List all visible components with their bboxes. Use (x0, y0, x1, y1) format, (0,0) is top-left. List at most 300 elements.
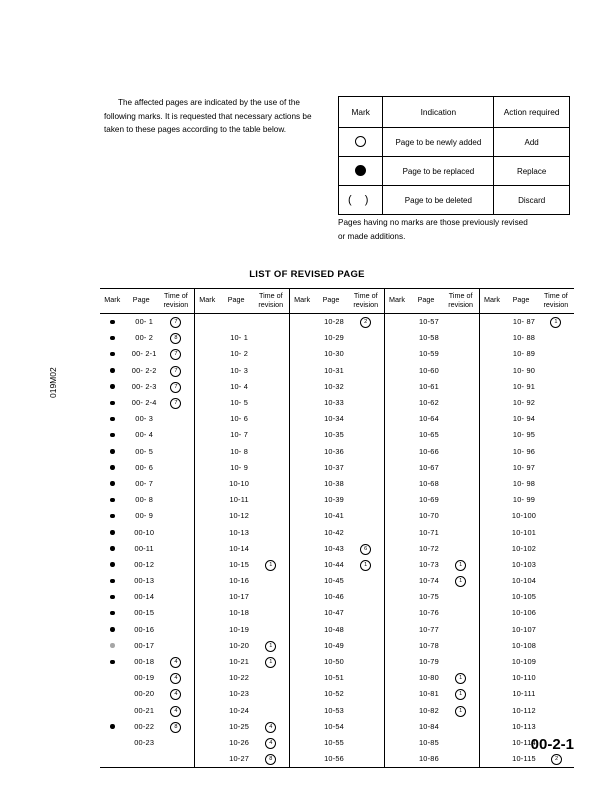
cell-mark (384, 444, 409, 460)
cell-revision (443, 703, 480, 719)
cell-mark (479, 541, 504, 557)
table-row (100, 670, 574, 686)
cell-mark (384, 314, 409, 331)
revision-badge: 4 (265, 722, 276, 733)
table-row (100, 346, 574, 362)
mark-legend-table (338, 96, 570, 215)
cell-page: 10- 87 (512, 317, 536, 327)
cell-mark (100, 735, 125, 751)
filled-circle-icon (110, 433, 115, 438)
col-header-rev-4: Time of revision (448, 291, 474, 309)
cell-revision (443, 508, 480, 524)
cell-revision (443, 492, 480, 508)
cell-revision (348, 719, 385, 735)
cell-revision (443, 605, 480, 621)
cell-revision (348, 703, 385, 719)
cell-revision (253, 346, 290, 362)
cell-mark (384, 605, 409, 621)
cell-page: 10-81 (419, 689, 439, 699)
cell-mark (100, 363, 125, 379)
cell-page: 10-13 (229, 527, 250, 537)
cell-mark (194, 638, 219, 654)
cell-page: 10-62 (419, 398, 439, 408)
cell-page: 10- 96 (512, 446, 536, 456)
col-header-mark-3: Mark (289, 289, 314, 314)
cell-mark (194, 508, 219, 524)
cell-mark (289, 719, 314, 735)
cell-mark (194, 476, 219, 492)
cell-page: 10-30 (324, 349, 344, 359)
revision-badge: 1 (265, 657, 276, 668)
cell-page: 00-13 (134, 576, 155, 586)
intro-paragraph (104, 96, 319, 137)
cell-page: 00- 1 (135, 317, 154, 327)
cell-page: 10-71 (419, 527, 439, 537)
cell-page: 00-15 (134, 608, 155, 618)
cell-page: 00-19 (134, 673, 155, 683)
cell-page: 00-17 (134, 640, 155, 650)
filled-circle-icon (110, 498, 115, 503)
filled-circle-icon (110, 643, 115, 648)
cell-revision (158, 346, 195, 362)
cell-revision (253, 476, 290, 492)
cell-mark (289, 703, 314, 719)
cell-page: 00-22 (134, 721, 155, 731)
cell-revision (538, 427, 574, 443)
cell-revision (348, 492, 385, 508)
revision-badge: 1 (550, 317, 561, 328)
cell-mark (100, 346, 125, 362)
cell-mark (100, 508, 125, 524)
cell-revision (443, 524, 480, 540)
cell-page: 10-10 (229, 478, 250, 488)
cell-revision (348, 508, 385, 524)
cell-page: 10-21 (229, 657, 250, 667)
legend-mark-cell (339, 186, 383, 215)
cell-revision (538, 541, 574, 557)
cell-page: 10-102 (511, 543, 537, 553)
cell-page: 00-23 (134, 737, 155, 747)
cell-page: 10- 90 (512, 365, 536, 375)
cell-revision (443, 686, 480, 702)
cell-page: 00- 2-3 (131, 381, 157, 391)
cell-revision (443, 395, 480, 411)
cell-mark (194, 427, 219, 443)
cell-revision (158, 492, 195, 508)
cell-revision (538, 395, 574, 411)
revision-badge: 2 (360, 317, 371, 328)
cell-revision (443, 411, 480, 427)
cell-mark (479, 314, 504, 331)
cell-page: 10-32 (324, 381, 344, 391)
cell-mark (194, 589, 219, 605)
cell-mark (194, 751, 219, 767)
cell-mark (479, 703, 504, 719)
cell-page: 10- 6 (230, 414, 249, 424)
cell-mark (479, 573, 504, 589)
cell-mark (100, 330, 125, 346)
cell-revision (538, 557, 574, 573)
cell-page: 10- 99 (512, 495, 536, 505)
filled-circle-icon (110, 481, 115, 486)
cell-page: 10-12 (229, 511, 250, 521)
filled-circle-icon (110, 611, 115, 616)
cell-revision (158, 379, 195, 395)
cell-page (125, 751, 158, 767)
cell-page: 00- 4 (135, 430, 154, 440)
cell-page: 10- 95 (512, 430, 536, 440)
cell-mark (479, 444, 504, 460)
cell-mark (479, 363, 504, 379)
cell-revision (158, 508, 195, 524)
cell-page: 10-74 (419, 576, 439, 586)
cell-page: 10-85 (419, 737, 439, 747)
cell-mark (384, 346, 409, 362)
table-row (100, 703, 574, 719)
cell-page: 10-44 (324, 559, 344, 569)
intro-line-3: be taken to these pages according to the table below. (104, 111, 312, 134)
col-header-page-5: Page (512, 295, 530, 305)
cell-revision (253, 444, 290, 460)
revision-badge: 8 (170, 722, 181, 733)
filled-circle-icon (110, 546, 115, 551)
cell-page: 10-41 (324, 511, 344, 521)
cell-revision (348, 379, 385, 395)
cell-page: 10-18 (229, 608, 250, 618)
cell-revision (253, 605, 290, 621)
cell-page: 00- 3 (135, 414, 154, 424)
cell-mark (384, 330, 409, 346)
cell-page: 10- 91 (512, 381, 536, 391)
cell-mark (384, 638, 409, 654)
filled-circle-icon (110, 627, 115, 632)
cell-mark (384, 508, 409, 524)
filled-circle-icon (110, 465, 115, 470)
cell-page: 00-12 (134, 559, 155, 569)
cell-mark (100, 476, 125, 492)
revision-badge: 8 (265, 754, 276, 765)
revision-badge: 1 (455, 576, 466, 587)
filled-circle-icon (110, 384, 115, 389)
cell-revision (443, 444, 480, 460)
cell-mark (384, 670, 409, 686)
cell-revision (158, 363, 195, 379)
cell-revision (443, 363, 480, 379)
filled-circle-icon (110, 320, 115, 325)
cell-page: 10- 98 (512, 478, 536, 488)
cell-page: 10-70 (419, 511, 439, 521)
cell-mark (384, 541, 409, 557)
cell-revision (538, 638, 574, 654)
cell-page: 10-77 (419, 624, 439, 634)
cell-revision (443, 719, 480, 735)
revised-table-header-row (100, 289, 574, 314)
cell-page: 10-52 (324, 689, 344, 699)
revision-badge: 7 (170, 349, 181, 360)
cell-revision (158, 703, 195, 719)
cell-mark (289, 363, 314, 379)
table-row (100, 622, 574, 638)
legend-header-indication: Indication (383, 97, 494, 128)
cell-revision (538, 314, 574, 331)
cell-page: 00-16 (134, 624, 155, 634)
cell-mark (194, 686, 219, 702)
revision-badge: 7 (170, 317, 181, 328)
cell-page: 10-43 (324, 543, 344, 553)
cell-revision (253, 686, 290, 702)
cell-revision (443, 427, 480, 443)
filled-circle-icon (110, 336, 115, 341)
cell-mark (289, 492, 314, 508)
cell-revision (253, 638, 290, 654)
cell-mark (194, 492, 219, 508)
legend-note-line-1: Pages having no marks are those previously revised (338, 218, 528, 227)
cell-page: 10-11 (229, 495, 249, 505)
cell-revision (538, 670, 574, 686)
filled-circle-icon (355, 165, 366, 176)
col-header-page-2: Page (227, 295, 245, 305)
col-header-rev-1: Time of revision (163, 291, 189, 309)
col-header-page-3: Page (322, 295, 340, 305)
cell-mark (479, 735, 504, 751)
document-code: 019M02 (48, 367, 58, 398)
cell-mark (479, 638, 504, 654)
cell-page: 10-22 (229, 673, 250, 683)
cell-revision (348, 686, 385, 702)
cell-page: 10-68 (419, 478, 439, 488)
col-header-rev-2: Time of revision (258, 291, 284, 309)
cell-page: 10-76 (419, 608, 439, 618)
cell-page: 10-61 (419, 381, 439, 391)
table-row (100, 751, 574, 767)
cell-mark (384, 654, 409, 670)
cell-page: 10-29 (324, 333, 344, 343)
cell-page: 10-111 (512, 689, 536, 699)
cell-mark (194, 379, 219, 395)
col-header-mark-1: Mark (104, 295, 121, 305)
cell-page: 00- 7 (135, 478, 154, 488)
cell-mark (100, 686, 125, 702)
cell-revision (253, 508, 290, 524)
cell-revision (158, 395, 195, 411)
cell-mark (289, 330, 314, 346)
cell-mark (479, 427, 504, 443)
revision-badge: 4 (170, 673, 181, 684)
cell-revision (348, 605, 385, 621)
table-row (100, 444, 574, 460)
cell-mark (384, 703, 409, 719)
cell-revision (158, 719, 195, 735)
cell-page: 10-50 (324, 657, 344, 667)
legend-row-discard (339, 186, 570, 215)
cell-page: 10- 9 (230, 462, 249, 472)
cell-mark (194, 670, 219, 686)
open-circle-icon (355, 136, 366, 147)
cell-mark (289, 460, 314, 476)
cell-mark (289, 524, 314, 540)
cell-revision (538, 703, 574, 719)
revision-badge: 4 (265, 738, 276, 749)
cell-mark (194, 622, 219, 638)
cell-page: 10-69 (419, 495, 439, 505)
cell-page: 00- 6 (135, 462, 154, 472)
cell-revision (348, 573, 385, 589)
cell-revision (443, 735, 480, 751)
cell-revision (158, 460, 195, 476)
cell-page: 10-104 (511, 576, 537, 586)
legend-note-line-2: or made additions. (338, 232, 406, 241)
cell-revision (158, 670, 195, 686)
table-row (100, 638, 574, 654)
cell-revision (348, 557, 385, 573)
cell-mark (194, 541, 219, 557)
cell-mark (289, 605, 314, 621)
cell-revision (158, 605, 195, 621)
legend-indication-replace: Page to be replaced (383, 157, 494, 186)
cell-mark (384, 395, 409, 411)
cell-page: 10- 8 (230, 446, 249, 456)
legend-mark-cell (339, 128, 383, 157)
table-row (100, 686, 574, 702)
cell-mark (100, 670, 125, 686)
cell-mark (194, 314, 219, 331)
cell-mark (479, 589, 504, 605)
cell-revision (348, 330, 385, 346)
cell-page: 10-84 (419, 721, 439, 731)
revision-badge: 4 (170, 689, 181, 700)
cell-revision (443, 330, 480, 346)
cell-mark (100, 638, 125, 654)
cell-mark (479, 330, 504, 346)
cell-page: 00- 2-1 (131, 349, 157, 359)
cell-page: 00- 9 (135, 511, 154, 521)
table-row (100, 654, 574, 670)
cell-mark (100, 573, 125, 589)
cell-mark (289, 686, 314, 702)
footer-revision-mark (551, 754, 562, 765)
cell-page: 00- 5 (135, 446, 154, 456)
table-row (100, 379, 574, 395)
revision-badge: 1 (455, 706, 466, 717)
cell-mark (384, 622, 409, 638)
cell-page: 10-38 (324, 478, 344, 488)
cell-page: 10-78 (419, 640, 439, 650)
cell-page: 10-20 (229, 640, 250, 650)
cell-revision (158, 589, 195, 605)
cell-mark (479, 346, 504, 362)
cell-revision (253, 363, 290, 379)
cell-revision (158, 654, 195, 670)
cell-page: 10-100 (511, 511, 537, 521)
cell-mark (194, 363, 219, 379)
cell-revision (348, 654, 385, 670)
cell-revision (538, 460, 574, 476)
cell-revision (538, 363, 574, 379)
col-header-mark-4: Mark (384, 289, 409, 314)
table-row (100, 492, 574, 508)
col-header-mark-2: Mark (194, 289, 219, 314)
cell-mark (289, 557, 314, 573)
cell-page: 10-103 (511, 559, 537, 569)
cell-mark (194, 654, 219, 670)
cell-revision (158, 622, 195, 638)
legend-action-add: Add (494, 128, 570, 157)
cell-page: 10-58 (419, 333, 439, 343)
cell-page: 10- 5 (230, 398, 249, 408)
cell-revision (253, 314, 290, 331)
cell-page: 10-75 (419, 592, 439, 602)
cell-revision (253, 379, 290, 395)
cell-revision (443, 589, 480, 605)
cell-page: 10- 4 (230, 381, 249, 391)
cell-mark (289, 751, 314, 767)
cell-page: 10-79 (419, 657, 439, 667)
cell-revision (443, 573, 480, 589)
cell-mark (100, 751, 125, 767)
table-row (100, 573, 574, 589)
cell-revision (538, 492, 574, 508)
revision-badge: 4 (170, 657, 181, 668)
cell-revision (443, 476, 480, 492)
cell-page: 00- 2-4 (131, 398, 157, 408)
legend-action-replace: Replace (494, 157, 570, 186)
cell-page: 10-115 (512, 754, 536, 764)
revision-badge: 1 (455, 689, 466, 700)
cell-revision (348, 395, 385, 411)
cell-mark (100, 589, 125, 605)
cell-mark (194, 444, 219, 460)
cell-revision (348, 541, 385, 557)
cell-mark (384, 719, 409, 735)
cell-page: 10- 7 (230, 430, 249, 440)
cell-mark (100, 379, 125, 395)
filled-circle-icon (110, 352, 115, 357)
cell-mark (100, 703, 125, 719)
table-row (100, 476, 574, 492)
cell-revision (253, 427, 290, 443)
cell-revision (538, 654, 574, 670)
cell-mark (384, 379, 409, 395)
table-row (100, 508, 574, 524)
cell-mark (384, 735, 409, 751)
revision-badge: 8 (170, 333, 181, 344)
cell-mark (289, 427, 314, 443)
cell-revision (443, 622, 480, 638)
cell-revision (348, 444, 385, 460)
table-row (100, 541, 574, 557)
cell-revision (253, 735, 290, 751)
cell-revision (348, 638, 385, 654)
cell-page: 10-53 (324, 705, 344, 715)
cell-revision (443, 379, 480, 395)
cell-revision (158, 751, 195, 767)
cell-mark (479, 605, 504, 621)
cell-page: 10-73 (419, 559, 439, 569)
cell-revision (158, 638, 195, 654)
cell-revision (158, 411, 195, 427)
cell-mark (100, 524, 125, 540)
filled-circle-icon (110, 449, 115, 454)
cell-mark (194, 330, 219, 346)
cell-mark (100, 460, 125, 476)
filled-circle-icon (110, 562, 115, 567)
cell-revision (538, 346, 574, 362)
cell-mark (289, 589, 314, 605)
revision-badge: 6 (360, 544, 371, 555)
cell-mark (289, 638, 314, 654)
cell-page: 10-108 (511, 640, 537, 650)
cell-page: 10-48 (324, 624, 344, 634)
